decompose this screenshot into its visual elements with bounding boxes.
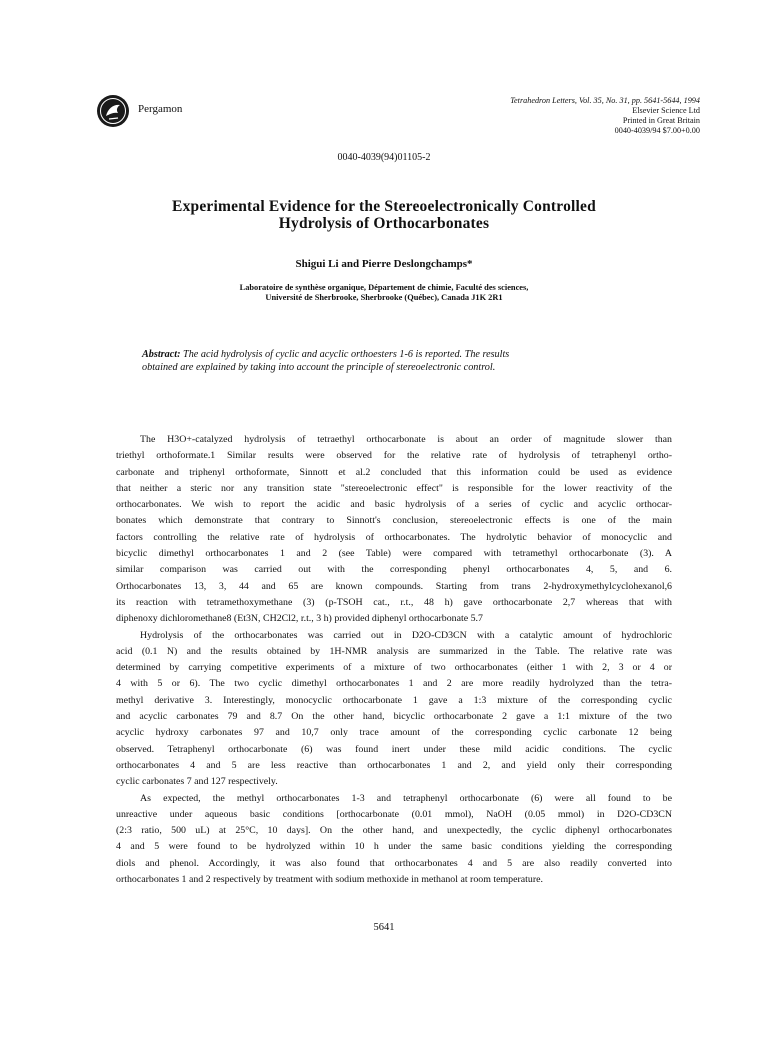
article-body bbox=[116, 432, 672, 888]
body-line: its reaction with tetramethoxymethane (3) (p-TSOH cat., r.t., 48 h) gave orthocarbonate 2,7 whereas that with bbox=[116, 596, 672, 608]
body-line: orthocarbonates. We wish to report the acidic and basic hydrolysis of a series of cyclic and acyclic orthocar- bbox=[116, 499, 672, 511]
body-line: acyclic hydroxy carbonates 97 and 10,7 only trace amount of the corresponding cyclic carbonate 12 being bbox=[116, 727, 672, 739]
body-line: triethyl orthoformate.1 Similar results were observed for the relative rate of hydrolysis of tetraphenyl ortho- bbox=[116, 450, 672, 462]
article-code: 0040-4039(94)01105-2 bbox=[337, 152, 431, 163]
body-line: (2:3 ratio, 500 uL) at 25°C, 10 days]. On the other hand, and unexpectedly, the cyclic diphenyl orthocarbonates bbox=[116, 825, 672, 837]
authors: Shigui Li and Pierre Deslongchamps* bbox=[295, 258, 473, 270]
title-line: Hydrolysis of Orthocarbonates bbox=[278, 215, 490, 232]
pergamon-logo-icon bbox=[96, 94, 130, 128]
journal-publisher: Elsevier Science Ltd bbox=[632, 106, 700, 115]
body-line: 4 with 5 or 6). The two cyclic dimethyl orthocarbonates 1 and 2 are more readily hydrolyzed than the tetra- bbox=[116, 678, 672, 690]
body-line: bicyclic dimethyl orthocarbonates 1 and 2 (see Table) were compared with tetramethyl orthocarbonate (3). A bbox=[116, 548, 672, 560]
affiliation bbox=[0, 283, 768, 303]
body-line: orthocarbonates 4 and 5 are less reactive than orthocarbonates 1 and 2, and yield only their corresponding bbox=[116, 759, 672, 771]
journal-price: 0040-4039/94 $7.00+0.00 bbox=[614, 126, 700, 135]
body-line: carbonate and triphenyl orthoformate, Sinnott et al.2 concluded that this information could be used as evidence bbox=[116, 466, 672, 478]
body-line: diphenoxy dichloromethane8 (Et3N, CH2Cl2, r.t., 3 h) provided diphenyl orthocarbonate 5.7 bbox=[116, 613, 483, 625]
publisher-name: Pergamon bbox=[138, 103, 183, 115]
body-line: observed. Tetraphenyl orthocarbonate (6) was found inert under these mild acidic conditions. The cyclic bbox=[116, 743, 672, 755]
page-number: 5641 bbox=[373, 922, 395, 933]
body-line: Orthocarbonates 13, 3, 44 and 65 are known compounds. Starting from trans 2-hydroxymethylcyclohexanol,6 bbox=[116, 580, 672, 592]
affiliation-line: Laboratoire de synthèse organique, Département de chimie, Faculté des sciences, bbox=[239, 283, 529, 292]
body-line: similar comparison was carried out with the corresponding phenyl orthocarbonates 4, 5, and 6. bbox=[116, 564, 672, 576]
body-line: 4 and 5 were found to be hydrolyzed within 10 h under the same basic conditions yielding the corresponding bbox=[116, 841, 672, 853]
article-title bbox=[40, 198, 728, 232]
journal-info bbox=[510, 96, 700, 136]
body-line: As expected, the methyl orthocarbonates 1-3 and tetraphenyl orthocarbonate (6) were all found to be bbox=[140, 792, 672, 804]
affiliation-line: Université de Sherbrooke, Sherbrooke (Québec), Canada J1K 2R1 bbox=[265, 293, 503, 302]
abstract-text: The acid hydrolysis of cyclic and acyclic orthoesters 1-6 is reported. The results bbox=[183, 349, 510, 360]
body-line: Hydrolysis of the orthocarbonates was carried out in D2O-CD3CN with a catalytic amount of hydrochloric bbox=[140, 629, 672, 641]
body-line: orthocarbonates 1 and 2 respectively by treatment with sodium methoxide in methanol at room temperature. bbox=[116, 874, 543, 886]
body-line: diols and phenol. Accordingly, it was also found that orthocarbonates 4 and 5 are also readily converted into bbox=[116, 857, 672, 869]
body-line: bonates which demonstrate that contrary to Sinnott's conclusion, stereoelectronic effects is one of the main bbox=[116, 515, 672, 527]
body-line: determined by carrying competitive experiments of a mixture of two orthocarbonates (either 1 with 2, 3 or 4 or bbox=[116, 662, 672, 674]
body-line: and acyclic carbonates 79 and 8.7 On the other hand, bicyclic orthocarbonate 2 gave a 1:1 mixture of the two bbox=[116, 711, 672, 723]
body-line: methyl derivative 3. Interestingly, monocyclic orthocarbonate 1 gave a 1:3 mixture of the corresponding cyclic bbox=[116, 694, 672, 706]
abstract-label: Abstract: bbox=[142, 349, 181, 360]
title-line: Experimental Evidence for the Stereoelectronically Controlled bbox=[172, 198, 596, 215]
body-line: factors controlling the relative rate of hydrolysis of orthocarbonates. The hydrolytic behavior of monocyclic and bbox=[116, 531, 672, 543]
journal-printed: Printed in Great Britain bbox=[622, 116, 700, 125]
body-line: cyclic carbonates 7 and 127 respectively. bbox=[116, 776, 278, 788]
abstract-text: obtained are explained by taking into account the principle of stereoelectronic control. bbox=[142, 362, 496, 373]
body-line: The H3O+-catalyzed hydrolysis of tetraethyl orthocarbonate is about an order of magnitude slower than bbox=[140, 434, 672, 445]
body-line: unreactive under aqueous basic conditions [orthocarbonate (0.01 mmol), NaOH (0.05 mmol) in D2O-CD3CN bbox=[116, 808, 672, 820]
body-line: that neither a steric nor any transition state "stereoelectronic effect" is responsible for the lower reactivity of the bbox=[116, 482, 672, 494]
abstract bbox=[142, 348, 662, 374]
body-line: acid (0.1 N) and the results obtained by 1H-NMR analysis are summarized in the Table. The relative rate was bbox=[116, 645, 672, 657]
journal-citation: Tetrahedron Letters, Vol. 35, No. 31, pp. 5641-5644, 1994 bbox=[510, 96, 700, 105]
